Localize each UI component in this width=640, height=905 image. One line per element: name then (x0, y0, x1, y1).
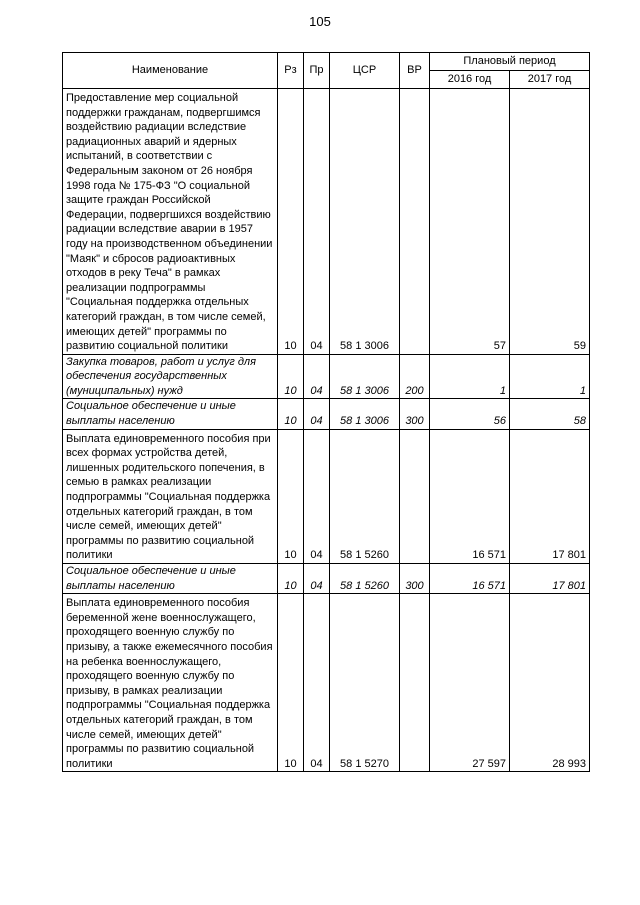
row-csr: 58 1 3006 (330, 354, 400, 399)
table-row (63, 429, 590, 563)
row-rz: 10 (278, 354, 304, 399)
row-value-2016: 1 (430, 354, 510, 399)
row-csr: 58 1 5270 (330, 594, 400, 772)
row-rz: 10 (278, 564, 304, 594)
header-name: Наименование (63, 53, 278, 89)
row-value-2016: 27 597 (430, 594, 510, 772)
page-number: 105 (309, 14, 331, 29)
row-pr: 04 (304, 89, 330, 355)
row-value-2016: 16 571 (430, 429, 510, 563)
table-row (63, 564, 590, 594)
row-value-2016: 56 (430, 399, 510, 429)
row-pr: 04 (304, 594, 330, 772)
row-pr: 04 (304, 399, 330, 429)
row-vr (400, 89, 430, 355)
row-value-2017: 28 993 (510, 594, 590, 772)
row-value-2017: 17 801 (510, 429, 590, 563)
row-name: Закупка товаров, работ и услуг для обеспечения государственных (муниципальных) нужд (63, 354, 278, 399)
row-vr: 200 (400, 354, 430, 399)
row-value-2017: 58 (510, 399, 590, 429)
row-name: Выплата единовременного пособия при всех формах устройства детей, лишенных родительского попечения, в семью в рамках реализации подпрограммы "Социальная поддержка отдельных категорий граждан, в том числе семей, имеющих детей" программы по развитию социальной политики (63, 429, 278, 563)
row-vr: 300 (400, 399, 430, 429)
row-csr: 58 1 5260 (330, 564, 400, 594)
row-pr: 04 (304, 564, 330, 594)
row-pr: 04 (304, 354, 330, 399)
row-value-2017: 17 801 (510, 564, 590, 594)
row-pr: 04 (304, 429, 330, 563)
row-name: Социальное обеспечение и иные выплаты населению (63, 399, 278, 429)
row-csr: 58 1 3006 (330, 89, 400, 355)
row-name: Выплата единовременного пособия беременной жене военнослужащего, проходящего военную службу по призыву, а также ежемесячного пособия на ребенка военнослужащего, проходящего военную службу по призыву, в рамках реализации подпрограммы "Социальная поддержка отдельных категорий граждан, в том числе семей, имеющих детей" программы по развитию социальной политики (63, 594, 278, 772)
table-row (63, 594, 590, 772)
row-rz: 10 (278, 429, 304, 563)
row-csr: 58 1 5260 (330, 429, 400, 563)
table-row (63, 399, 590, 429)
row-vr (400, 594, 430, 772)
header-year-2017: 2017 год (510, 71, 590, 89)
row-name: Социальное обеспечение и иные выплаты населению (63, 564, 278, 594)
row-value-2017: 1 (510, 354, 590, 399)
row-value-2017: 59 (510, 89, 590, 355)
row-rz: 10 (278, 399, 304, 429)
header-planning-period: Плановый период (430, 53, 590, 71)
row-vr: 300 (400, 564, 430, 594)
table-row (63, 89, 590, 355)
row-rz: 10 (278, 594, 304, 772)
header-vr: ВР (400, 53, 430, 89)
header-pr: Пр (304, 53, 330, 89)
header-year-2016: 2016 год (430, 71, 510, 89)
header-rz: Рз (278, 53, 304, 89)
row-value-2016: 16 571 (430, 564, 510, 594)
row-name: Предоставление мер социальной поддержки гражданам, подвергшимся воздействию радиации вследствие радиационных аварий и ядерных испытаний, в соответствии с Федеральным законом от 26 ноября 1998 года № 175-ФЗ "О социальной защите граждан Российской Федерации, подвергшихся воздействию радиации вследствие аварии в 1957 году на производственном объединении "Маяк" и сбросов радиоактивных отходов в реку Теча" в рамках реализации подпрограммы "Социальная поддержка отдельных категорий граждан, в том числе семей, имеющих детей" программы по развитию социальной политики (63, 89, 278, 355)
row-value-2016: 57 (430, 89, 510, 355)
header-csr: ЦСР (330, 53, 400, 89)
table-row (63, 354, 590, 399)
row-rz: 10 (278, 89, 304, 355)
row-csr: 58 1 3006 (330, 399, 400, 429)
budget-table (62, 52, 590, 772)
row-vr (400, 429, 430, 563)
